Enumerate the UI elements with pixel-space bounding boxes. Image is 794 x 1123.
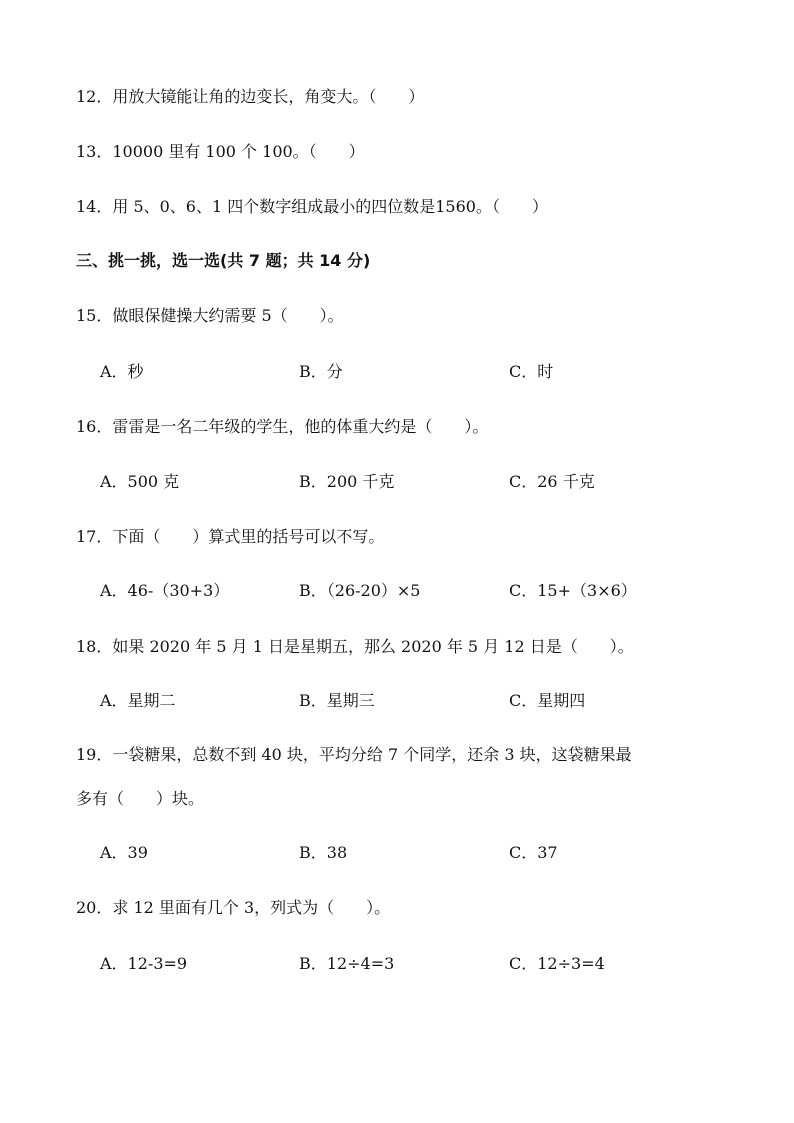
option-a: A．46-（30+3） bbox=[100, 581, 230, 600]
question-19: 19．一袋糖果，总数不到 40 块，平均分给 7 个同学，还余 3 块，这袋糖果最 bbox=[76, 745, 632, 764]
option-c: C．12÷3=4 bbox=[509, 954, 605, 973]
question-12: 12．用放大镜能让角的边变长，角变大。（ ） bbox=[76, 87, 425, 106]
options-18 bbox=[0, 691, 794, 711]
option-b: B．分 bbox=[299, 362, 343, 381]
option-c: C．时 bbox=[509, 362, 554, 381]
option-c: C．37 bbox=[509, 843, 558, 862]
options-20 bbox=[0, 954, 794, 974]
question-13: 13．10000 里有 100 个 100。（ ） bbox=[76, 142, 365, 161]
question-18: 18．如果 2020 年 5 月 1 日是星期五，那么 2020 年 5 月 12 日是（ ）。 bbox=[76, 637, 634, 656]
question-14: 14．用 5、0、6、1 四个数字组成最小的四位数是1560。（ ） bbox=[76, 197, 548, 216]
option-c: C．15+（3×6） bbox=[509, 581, 637, 600]
question-20: 20．求 12 里面有几个 3，列式为（ ）。 bbox=[76, 898, 391, 917]
option-b: B．（26-20）×5 bbox=[299, 581, 421, 600]
options-15 bbox=[0, 362, 794, 382]
option-b: B．200 千克 bbox=[299, 472, 395, 491]
question-16: 16．雷雷是一名二年级的学生，他的体重大约是（ ）。 bbox=[76, 417, 489, 436]
option-a: A．12-3=9 bbox=[100, 954, 188, 973]
question-19-continued: 多有（ ）块。 bbox=[76, 789, 205, 808]
option-c: C．星期四 bbox=[509, 691, 586, 710]
options-19 bbox=[0, 843, 794, 863]
option-a: A．秒 bbox=[100, 362, 144, 381]
option-b: B．星期三 bbox=[299, 691, 375, 710]
option-a: A．500 克 bbox=[100, 472, 180, 491]
options-17 bbox=[0, 581, 794, 601]
options-16 bbox=[0, 472, 794, 492]
option-b: B．38 bbox=[299, 843, 348, 862]
option-a: A．星期二 bbox=[100, 691, 176, 710]
section-title-choice: 三、挑一挑，选一选(共 7 题；共 14 分) bbox=[76, 251, 371, 270]
option-b: B．12÷4=3 bbox=[299, 954, 395, 973]
question-17: 17．下面（ ）算式里的括号可以不写。 bbox=[76, 527, 385, 546]
question-15: 15．做眼保健操大约需要 5（ ）。 bbox=[76, 306, 344, 325]
option-a: A．39 bbox=[100, 843, 148, 862]
option-c: C．26 千克 bbox=[509, 472, 595, 491]
